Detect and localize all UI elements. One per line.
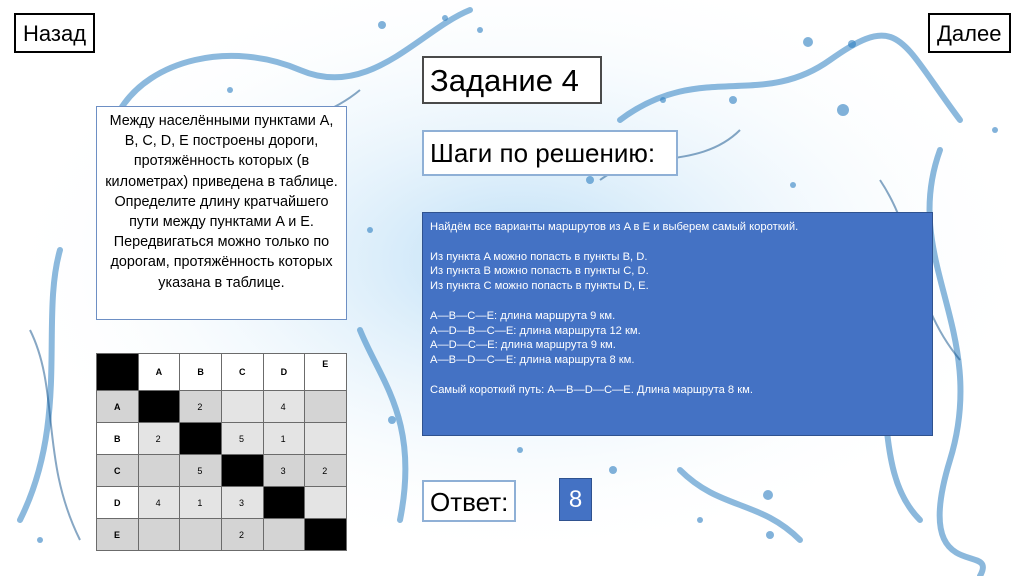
- solution-line: Найдём все варианты маршрутов из A в E и выберем самый короткий.: [430, 221, 799, 233]
- solution-line: [430, 294, 925, 309]
- table-cell: [305, 487, 347, 519]
- table-cell: [138, 455, 180, 487]
- solution-line: Из пункта A можно попасть в пункты B, D.: [430, 250, 648, 263]
- task-paragraph: Передвигаться можно только по дорогам, протяжённость которых указана в таблице.: [110, 234, 333, 291]
- table-cell: 1: [180, 487, 222, 519]
- table-cell: 3: [263, 455, 305, 487]
- table-row: [97, 423, 347, 455]
- solution-line: A—D—C—E: длина маршрута 9 км.: [430, 339, 616, 352]
- table-row: [97, 519, 347, 551]
- table-corner-cell: [97, 354, 139, 391]
- solution-line: Самый короткий путь: A—B—D—C—E. Длина маршрута 8 км.: [430, 383, 753, 396]
- table-header-cell: D: [263, 354, 305, 391]
- table-cell: [305, 391, 347, 423]
- table-header-row: [97, 354, 347, 391]
- answer-label: Ответ:: [422, 480, 516, 522]
- table-cell: [221, 391, 263, 423]
- solution-line: A—B—C—E: длина маршрута 9 км.: [430, 309, 616, 322]
- table-cell: 1: [263, 423, 305, 455]
- table-cell: 2: [305, 455, 347, 487]
- solution-line: A—D—B—C—E: длина маршрута 12 км.: [430, 324, 641, 337]
- table-cell: [263, 519, 305, 551]
- table-row-header: A: [97, 391, 139, 423]
- table-cell: [221, 455, 263, 487]
- table-cell: [263, 487, 305, 519]
- distance-table: [96, 353, 347, 551]
- solution-line: [430, 368, 925, 383]
- table-cell: 5: [180, 455, 222, 487]
- table-cell: [138, 391, 180, 423]
- table-cell: [138, 519, 180, 551]
- table-cell: 2: [221, 519, 263, 551]
- task-paragraph: Между населёнными пунктами A, B, C, D, E построены дороги, протяжённость которых (в километрах) приведена в таблице.: [105, 113, 338, 190]
- answer-value: 8: [559, 478, 592, 521]
- table-cell: [305, 519, 347, 551]
- solution-line: Из пункта B можно попасть в пункты C, D.: [430, 265, 649, 278]
- table-row: [97, 391, 347, 423]
- steps-heading: Шаги по решению:: [422, 130, 678, 176]
- table-cell: 5: [221, 423, 263, 455]
- solution-line: [430, 235, 925, 250]
- table-cell: [305, 423, 347, 455]
- task-paragraph: Определите длину кратчайшего пути между пунктами A и E.: [114, 193, 329, 231]
- table-row-header: B: [97, 423, 139, 455]
- solution-box: [422, 212, 933, 436]
- table-cell: [180, 519, 222, 551]
- table-header-cell: C: [221, 354, 263, 391]
- table-cell: 4: [138, 487, 180, 519]
- next-button[interactable]: Далее: [928, 13, 1011, 53]
- table-header-cell: B: [180, 354, 222, 391]
- table-cell: [180, 423, 222, 455]
- table-row: [97, 487, 347, 519]
- table-cell: 3: [221, 487, 263, 519]
- table-row-header: D: [97, 487, 139, 519]
- table-cell: 2: [180, 391, 222, 423]
- table-cell: 4: [263, 391, 305, 423]
- back-button[interactable]: Назад: [14, 13, 95, 53]
- table-row: [97, 455, 347, 487]
- solution-line: A—B—D—C—E: длина маршрута 8 км.: [430, 354, 635, 367]
- table-cell: 2: [138, 423, 180, 455]
- table-header-cell: E: [305, 354, 347, 391]
- table-header-cell: A: [138, 354, 180, 391]
- task-text-box: [96, 106, 347, 320]
- table-row-header: E: [97, 519, 139, 551]
- solution-line: Из пункта C можно попасть в пункты D, E.: [430, 280, 649, 293]
- table-row-header: C: [97, 455, 139, 487]
- page-title: Задание 4: [422, 56, 602, 104]
